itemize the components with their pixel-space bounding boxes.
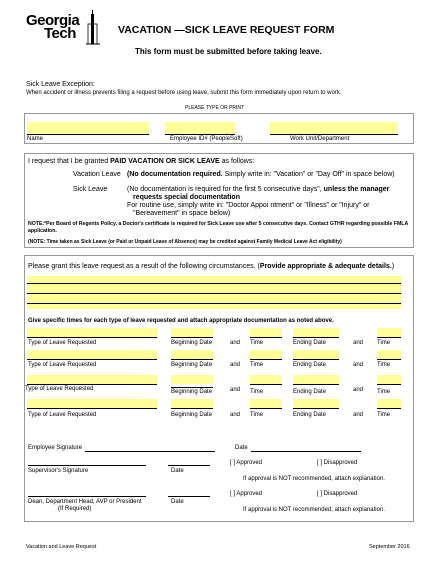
supervisor-date-label: Date bbox=[171, 468, 184, 474]
regents-note: NOTE:*Per Board of Regents Policy, a Doctor's certificate is required for Sick Leave use after 5 consecutive days. Contact GTHR regarding possible FMLA application. bbox=[28, 221, 409, 234]
begin-date-label: Beginning Date bbox=[171, 412, 213, 418]
request-intro: I request that I be granted PAID VACATION OR SICK LEAVE as follows: bbox=[28, 158, 255, 165]
form-title: VACATION —SICK LEAVE REQUEST FORM bbox=[118, 24, 335, 36]
time-label: Time bbox=[377, 389, 391, 395]
end-date-field-1[interactable] bbox=[293, 328, 339, 337]
sick-leave-line-3: For routine use, simply write in: "Doctor Appoi ntment" or "Illness" or "Injury" or bbox=[127, 202, 370, 209]
please-type-label: PLEASE TYPE OR PRINT bbox=[185, 105, 245, 111]
logo-line-1: Georgia bbox=[26, 12, 80, 29]
end-time-field-3[interactable] bbox=[377, 375, 401, 384]
begin-date-field-2[interactable] bbox=[171, 350, 213, 359]
begin-date-label: Beginning Date bbox=[171, 340, 213, 346]
circumstances-prompt: Please grant this leave request as a result of the following circumstances. (Provide appropriate & adequate details.) bbox=[28, 263, 395, 270]
begin-time-field-2[interactable] bbox=[250, 350, 282, 359]
time-label: Time bbox=[377, 340, 391, 346]
and-label: and bbox=[353, 387, 364, 393]
time-label: Time bbox=[250, 362, 264, 368]
dean-approved-checkbox[interactable]: [ ] Approved bbox=[230, 491, 263, 497]
form-subtitle: This form must be submitted before taking leave. bbox=[135, 47, 322, 56]
name-field[interactable] bbox=[27, 122, 149, 134]
fmla-note: (NOTE: Time taken as Sick Leave (or Paid or Unpaid Leave of Absence) may be credited against Family Medical Leave Act eligibility) bbox=[28, 239, 342, 245]
and-label: and bbox=[353, 362, 364, 368]
type-of-leave-field-1[interactable] bbox=[27, 328, 157, 337]
exception-text: When accident or illness prevents filing a request before using leave, submit this form immediately upon return to work. bbox=[26, 90, 342, 96]
end-time-field-2[interactable] bbox=[377, 350, 401, 359]
type-label: Type of Leave Requested bbox=[28, 412, 97, 418]
logo-line-2: Tech bbox=[44, 25, 76, 42]
begin-date-label: Beginning Date bbox=[171, 389, 213, 395]
begin-date-field-3[interactable] bbox=[171, 375, 213, 384]
specific-times-note: Give specific times for each type of leave requested and attach appropriate documentation as noted above. bbox=[28, 318, 334, 324]
end-date-field-3[interactable] bbox=[293, 375, 339, 384]
begin-time-field-4[interactable] bbox=[250, 399, 282, 408]
end-date-label: Ending Date bbox=[293, 340, 327, 346]
end-date-field-2[interactable] bbox=[293, 350, 339, 359]
sick-leave-line-1: (No documentation is required for the first 5 consecutive days", unless the manager bbox=[127, 186, 390, 193]
dean-date-label: Date bbox=[171, 499, 184, 505]
time-label: Time bbox=[377, 412, 391, 418]
end-date-label: Ending Date bbox=[293, 362, 327, 368]
begin-time-field-1[interactable] bbox=[250, 328, 282, 337]
dean-label-line-2: (If Required) bbox=[58, 506, 92, 512]
sick-leave-label: Sick Leave bbox=[73, 186, 108, 193]
footer-left: Vacation and Leave Request bbox=[26, 544, 97, 550]
dean-disapproved-checkbox[interactable]: [ ] Disapproved bbox=[317, 491, 358, 497]
and-label: and bbox=[230, 387, 241, 393]
end-date-field-4[interactable] bbox=[293, 399, 339, 408]
time-label: Time bbox=[250, 412, 264, 418]
time-label: Time bbox=[250, 389, 264, 395]
end-time-field-1[interactable] bbox=[377, 328, 401, 337]
supervisor-disapproved-checkbox[interactable]: [ ] Disapproved bbox=[317, 460, 358, 466]
type-label: Type of Leave Requested bbox=[25, 386, 94, 392]
begin-date-field-1[interactable] bbox=[171, 328, 213, 337]
vacation-leave-description: (No documentation required. Simply write in: "Vacation" or "Day Off" in space below) bbox=[127, 171, 395, 178]
exception-heading: Sick Leave Exception: bbox=[26, 81, 95, 88]
employee-signature-line[interactable] bbox=[85, 451, 215, 452]
and-label: and bbox=[230, 362, 241, 368]
supervisor-signature-label: Supervisor's Signature bbox=[28, 468, 89, 474]
supervisor-explanation-note: If approval is NOT recommended, attach explanation. bbox=[243, 476, 385, 482]
name-label: Name bbox=[27, 136, 44, 142]
type-of-leave-field-4[interactable] bbox=[27, 399, 157, 408]
leave-type-box bbox=[24, 153, 414, 248]
employee-id-field[interactable] bbox=[165, 122, 235, 134]
footer-right: September 2016 bbox=[369, 544, 410, 550]
begin-time-field-3[interactable] bbox=[250, 375, 282, 384]
sick-leave-line-2: requests special documentation bbox=[133, 194, 240, 201]
dean-explanation-note: If approval is NOT recommended, attach explanation. bbox=[243, 507, 385, 513]
employee-date-line[interactable] bbox=[251, 451, 361, 452]
type-label: Type of Leave Requested bbox=[28, 340, 97, 346]
end-time-field-4[interactable] bbox=[377, 399, 401, 408]
time-label: Time bbox=[250, 340, 264, 346]
employee-id-label: Employee ID# (PeopleSoft) bbox=[170, 136, 243, 142]
work-unit-field[interactable] bbox=[270, 122, 398, 134]
and-label: and bbox=[353, 340, 364, 346]
and-label: and bbox=[353, 412, 364, 418]
work-unit-label: Work Unit/Department bbox=[290, 136, 350, 142]
begin-date-label: Beginning Date bbox=[171, 362, 213, 368]
time-label: Time bbox=[377, 362, 391, 368]
type-of-leave-field-3[interactable] bbox=[27, 375, 157, 384]
end-date-label: Ending Date bbox=[293, 389, 327, 395]
begin-date-field-4[interactable] bbox=[171, 399, 213, 408]
employee-date-label: Date bbox=[235, 445, 248, 451]
end-date-label: Ending Date bbox=[293, 412, 327, 418]
and-label: and bbox=[230, 412, 241, 418]
dean-signature-line[interactable] bbox=[28, 496, 146, 497]
dean-label-line-1: Dean, Department Head, AVP or President bbox=[28, 499, 142, 505]
type-label: Type of Leave Requested bbox=[28, 362, 97, 368]
and-label: and bbox=[230, 340, 241, 346]
dean-date-line[interactable] bbox=[168, 496, 210, 497]
vacation-leave-label: Vacation Leave bbox=[73, 171, 121, 178]
employee-info-box bbox=[24, 113, 414, 144]
type-of-leave-field-2[interactable] bbox=[27, 350, 157, 359]
sick-leave-line-4: "Bereavement" in space below) bbox=[133, 210, 231, 217]
leave-details-box bbox=[24, 255, 414, 522]
employee-signature-label: Employee Signature bbox=[28, 445, 83, 451]
supervisor-signature-line[interactable] bbox=[28, 465, 146, 466]
tower-icon bbox=[86, 10, 100, 48]
supervisor-date-line[interactable] bbox=[168, 465, 210, 466]
supervisor-approved-checkbox[interactable]: [ ] Approved bbox=[230, 460, 263, 466]
